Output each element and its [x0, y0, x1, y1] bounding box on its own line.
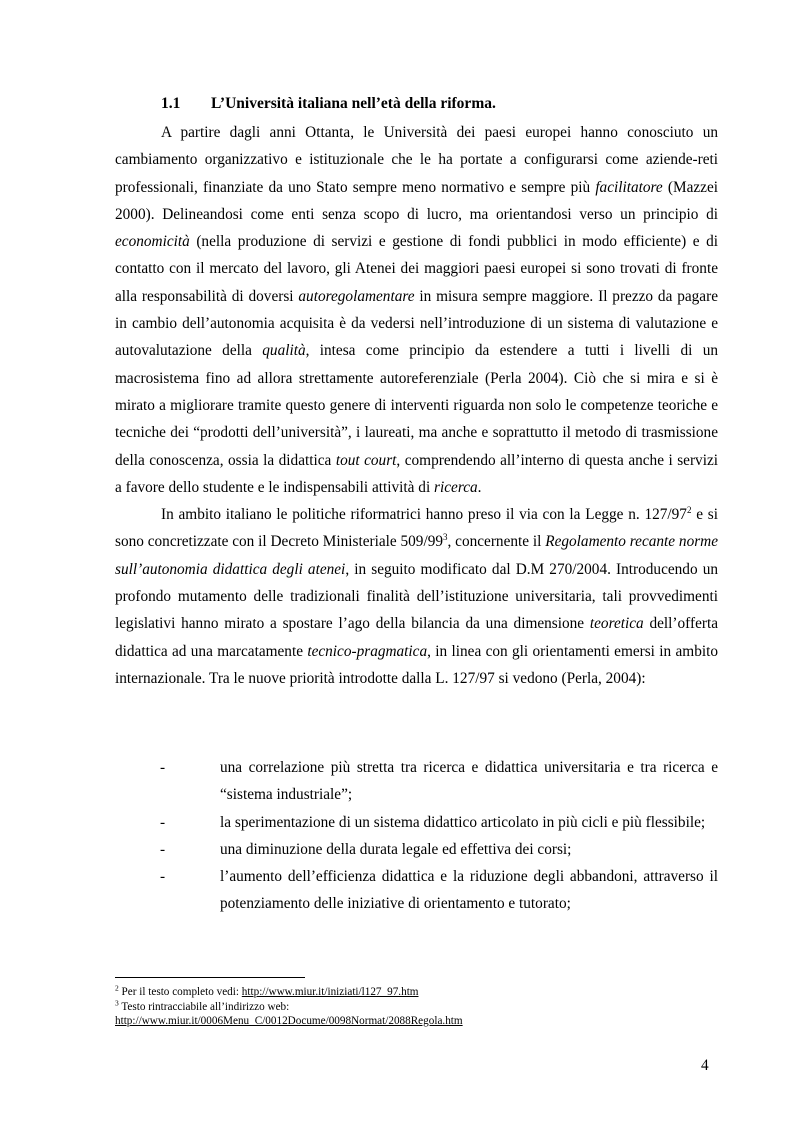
- paragraph-2: [115, 501, 718, 692]
- footnote-separator: [115, 977, 305, 978]
- list-item: [115, 754, 718, 809]
- footnote-mark: 2: [115, 983, 119, 993]
- p2-text: , in seguito modificato dal D.M 270/2004. Introducendo un profondo mutamento delle tradizionali finalità dell’istituzione universitaria, tali provvedimenti legislativi hanno mirato a spostare l’ago della bilancia da una dimensione: [115, 560, 718, 633]
- footnote-text: Testo rintracciabile all’indirizzo web:: [118, 1000, 290, 1013]
- footnote-text: Per il testo completo vedi:: [118, 986, 242, 998]
- section-heading: [161, 94, 496, 114]
- list-item: [115, 863, 718, 918]
- p2-italic: teoretica: [589, 615, 644, 633]
- priority-list: [115, 754, 718, 918]
- p1-italic: facilitatore: [595, 178, 663, 196]
- p1-text: A partire dagli anni Ottanta, le Università dei paesi europei hanno conosciuto un cambiamento organizzativo e istituzionale che le ha portate a configurarsi come aziende-reti professionali, finanziate da uno Stato sempre meno normativo e sempre più: [115, 124, 718, 196]
- p1-italic: tout court: [335, 451, 397, 469]
- p1-italic: qualità: [262, 342, 306, 360]
- list-dash: -: [160, 868, 166, 886]
- footnote-link[interactable]: http://www.miur.it/iniziati/l127_97.htm: [241, 986, 419, 998]
- list-item: [115, 809, 718, 836]
- p2-text: e si sono concretizzate con il Decreto Ministeriale 509/99: [115, 506, 718, 551]
- list-dash: -: [160, 813, 166, 831]
- footnote-link[interactable]: http://www.miur.it/0006Menu_C/0012Docume/0098Normat/2088Regola.htm: [115, 1015, 463, 1027]
- page-number: 4: [701, 1057, 709, 1074]
- list-item-text: la sperimentazione di un sistema didattico articolato in più cicli e più flessibile;: [220, 813, 706, 831]
- p1-italic: ricerca: [434, 478, 478, 496]
- p2-text: dell’offerta didattica ad una marcatamente: [115, 615, 718, 660]
- list-item-text: una correlazione più stretta tra ricerca e didattica universitaria e tra ricerca e “sistema industriale”;: [220, 759, 718, 804]
- footnote-3: [115, 997, 718, 1015]
- list-item-text: una diminuzione della durata legale ed effettiva dei corsi;: [220, 840, 572, 858]
- footnote-2: [115, 985, 718, 1000]
- p1-text: , intesa come principio da estendere a tutti i livelli di un macrosistema fino ad allora strettamente autoreferenziale (Perla 2004). Ciò che si mira e si è mirato a migliorare tramite questo genere di interventi riguarda non solo le competenze teoriche e tecniche dei “prodotti dell’università”, i laureati, ma anche e soprattutto il metodo di trasmissione della conoscenza, ossia la didattica: [115, 342, 719, 469]
- p2-italic: tecnico-pragmatica: [307, 642, 428, 660]
- footnote-mark: 3: [115, 997, 119, 1007]
- list-dash: -: [160, 759, 166, 776]
- p2-text: , concernente il: [447, 533, 546, 551]
- footnote-ref-2[interactable]: 2: [686, 505, 692, 516]
- p1-italic: economicità: [115, 233, 190, 251]
- section-title: L’Università italiana nell’età della riforma.: [211, 95, 496, 112]
- footnote-3-link-line: [115, 1014, 718, 1029]
- p1-italic: autoregolamentare: [298, 287, 415, 305]
- p2-text: In ambito italiano le politiche riformatrici hanno preso il via con la Legge n. 127/97: [161, 506, 687, 524]
- footnote-ref-3[interactable]: 3: [443, 532, 448, 543]
- p2-text: , in linea con gli orientamenti emersi in ambito internazionale. Tra le nuove priorità introdotte dalla L. 127/97 si vedono (Perla, 2004):: [115, 642, 718, 687]
- p1-text: in misura sempre maggiore. Il prezzo da pagare in cambio dell’autonomia acquisita è da vedersi nell’introduzione di un sistema di valutazione e autovalutazione della: [115, 287, 718, 360]
- p1-text: .: [477, 478, 482, 496]
- section-number: 1.1: [161, 95, 181, 112]
- p2-italic: Regolamento recante norme sull’autonomia didattica degli atenei: [115, 533, 719, 578]
- p1-text: , comprendendo all’interno di questa anche i servizi a favore dello studente e le indispensabili attività di: [115, 451, 718, 496]
- list-dash: -: [160, 840, 166, 858]
- body-text: [115, 119, 718, 692]
- p1-text: (Mazzei 2000). Delineandosi come enti senza scopo di lucro, ma orientandosi verso un principio di: [115, 178, 719, 223]
- footnotes: [115, 985, 718, 1029]
- list-item-text: l’aumento dell’efficienza didattica e la riduzione degli abbandoni, attraverso il potenziamento delle iniziative di orientamento e tutorato;: [220, 868, 718, 913]
- list-item: [115, 836, 718, 863]
- p1-text: (nella produzione di servizi e gestione di fondi pubblici in modo efficiente) e di contatto con il mercato del lavoro, gli Atenei dei maggiori paesi europei si sono trovati di fronte alla responsabilità di doversi: [115, 233, 718, 305]
- paragraph-1: [115, 119, 718, 501]
